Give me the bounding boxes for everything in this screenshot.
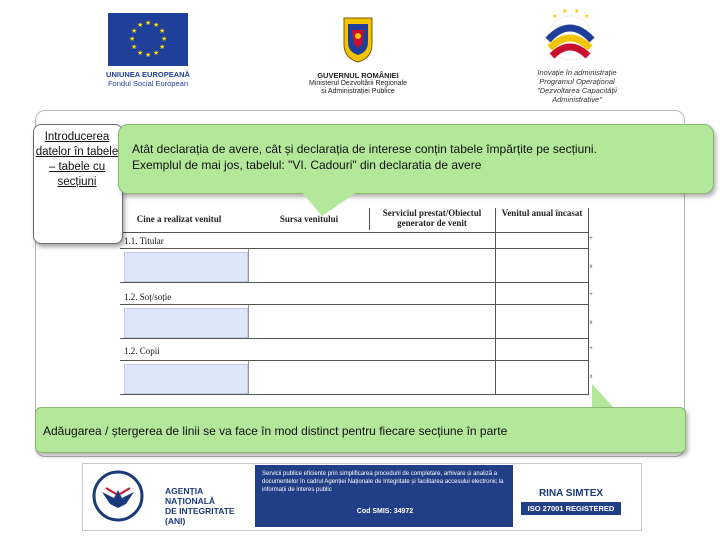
- input-cell-sot[interactable]: [124, 308, 248, 338]
- table-header-sursa: Sursa venitului: [279, 214, 339, 224]
- section-label-titular: 1.1. Titular: [124, 236, 164, 246]
- explanation-line1: Atât declarația de avere, cât și declarația de interese conțin tabele împărțite pe secțiuni.: [132, 142, 597, 156]
- svg-text:★: ★: [562, 8, 568, 15]
- svg-text:★: ★: [153, 49, 160, 57]
- inov-caption-line2: Programul Operațional: [539, 77, 615, 86]
- rina-logo-text: RINA SIMTEX: [538, 488, 604, 499]
- table-divider: [120, 338, 589, 339]
- svg-text:★: ★: [159, 43, 166, 51]
- eu-caption-line2: Fondul Social European: [107, 79, 189, 88]
- explanation-line2: Exemplul de mai jos, tabelul: "VI. Cadouri" din declaratia de avere: [132, 158, 482, 172]
- inov-caption-line3: "Dezvoltarea Capacității: [537, 86, 617, 95]
- gov-caption-line1: GUVERNUL ROMÂNIEI: [317, 71, 399, 80]
- iso-badge: ISO 27001 REGISTERED: [521, 502, 621, 515]
- agency-name-line2: DE INTEGRITATE (ANI): [165, 506, 235, 526]
- table-divider: [495, 208, 496, 394]
- section-title-text: Introducerea datelor în tabele – tabele cu secțiuni: [35, 131, 119, 188]
- table-divider: [120, 232, 589, 233]
- remove-row-button[interactable]: x: [589, 374, 593, 380]
- svg-text:★: ★: [159, 27, 166, 35]
- inovatie-logo-icon: [538, 6, 602, 64]
- table-header-cine: Cine a realizat venitul: [136, 214, 222, 224]
- callout-pointer: [592, 384, 614, 408]
- svg-text:★: ★: [145, 19, 152, 27]
- svg-text:★: ★: [153, 21, 160, 29]
- callout-pointer: [300, 190, 360, 216]
- gov-caption-line2: Ministerul Dezvoltării Regionale: [308, 80, 408, 87]
- inov-caption-line1: Inovație în administrație: [537, 68, 617, 77]
- agency-name-line1: AGENȚIA NAȚIONALĂ: [165, 486, 216, 506]
- svg-text:★: ★: [137, 21, 144, 29]
- svg-text:★: ★: [161, 35, 168, 43]
- section-label-copii: 1.2. Copii: [124, 346, 160, 356]
- table-divider: [248, 304, 249, 338]
- agency-name: [165, 486, 255, 526]
- table-divider: [120, 248, 589, 249]
- gov-caption-line3: și Administrației Publice: [321, 88, 395, 95]
- svg-text:★: ★: [131, 43, 138, 51]
- add-row-button[interactable]: +: [589, 346, 593, 352]
- input-cell-copii[interactable]: [124, 364, 248, 394]
- smis-code: Cod SMIS: 34972: [356, 508, 414, 515]
- svg-text:★: ★: [137, 49, 144, 57]
- eu-stars-icon: [108, 13, 188, 66]
- eu-flag-logo: [108, 13, 188, 66]
- table-divider: [248, 248, 249, 282]
- table-divider: [369, 208, 370, 230]
- project-description: Servicii publice eficiente prin simplificarea procedurii de completare, arhivare și analiză a documentelor în cadrul Agenției Naționale de Integritate și facilitarea accesului electronic la informații de interes public: [262, 471, 504, 493]
- remove-row-button[interactable]: x: [589, 320, 593, 326]
- inov-caption-line4: Administrative": [552, 95, 602, 104]
- table-divider: [120, 282, 589, 283]
- table-divider: [120, 360, 589, 361]
- inov-caption: [522, 68, 632, 104]
- romanian-crest-icon: [340, 14, 376, 64]
- eu-caption: [98, 70, 198, 88]
- svg-text:★: ★: [129, 35, 136, 43]
- income-table: [120, 208, 595, 394]
- svg-text:★: ★: [131, 27, 138, 35]
- table-header-serviciul: Serviciul prestat/Obiectul generator de venit: [382, 208, 482, 228]
- ani-eagle-logo-icon: [92, 470, 144, 522]
- remove-row-button[interactable]: x: [589, 264, 593, 270]
- svg-text:★: ★: [145, 51, 152, 59]
- table-divider: [120, 394, 589, 395]
- svg-text:★: ★: [574, 8, 580, 15]
- input-cell-titular[interactable]: [124, 252, 248, 282]
- add-row-button[interactable]: +: [589, 236, 593, 242]
- add-row-button[interactable]: +: [589, 292, 593, 298]
- table-divider: [248, 360, 249, 394]
- eu-caption-line1: UNIUNEA EUROPEANĂ: [106, 70, 190, 79]
- section-label-sot: 1.2. Soț/soție: [124, 292, 172, 302]
- table-divider: [120, 304, 589, 305]
- table-header-venitul: Venitul anual încasat: [501, 208, 583, 218]
- svg-text:★: ★: [584, 13, 590, 20]
- explanation-text: [132, 141, 704, 173]
- svg-text:★: ★: [552, 13, 558, 20]
- gov-caption: [292, 72, 424, 96]
- rows-note-text: Adăugarea / ștergerea de linii se va face în mod distinct pentru fiecare secțiune în parte: [43, 424, 508, 438]
